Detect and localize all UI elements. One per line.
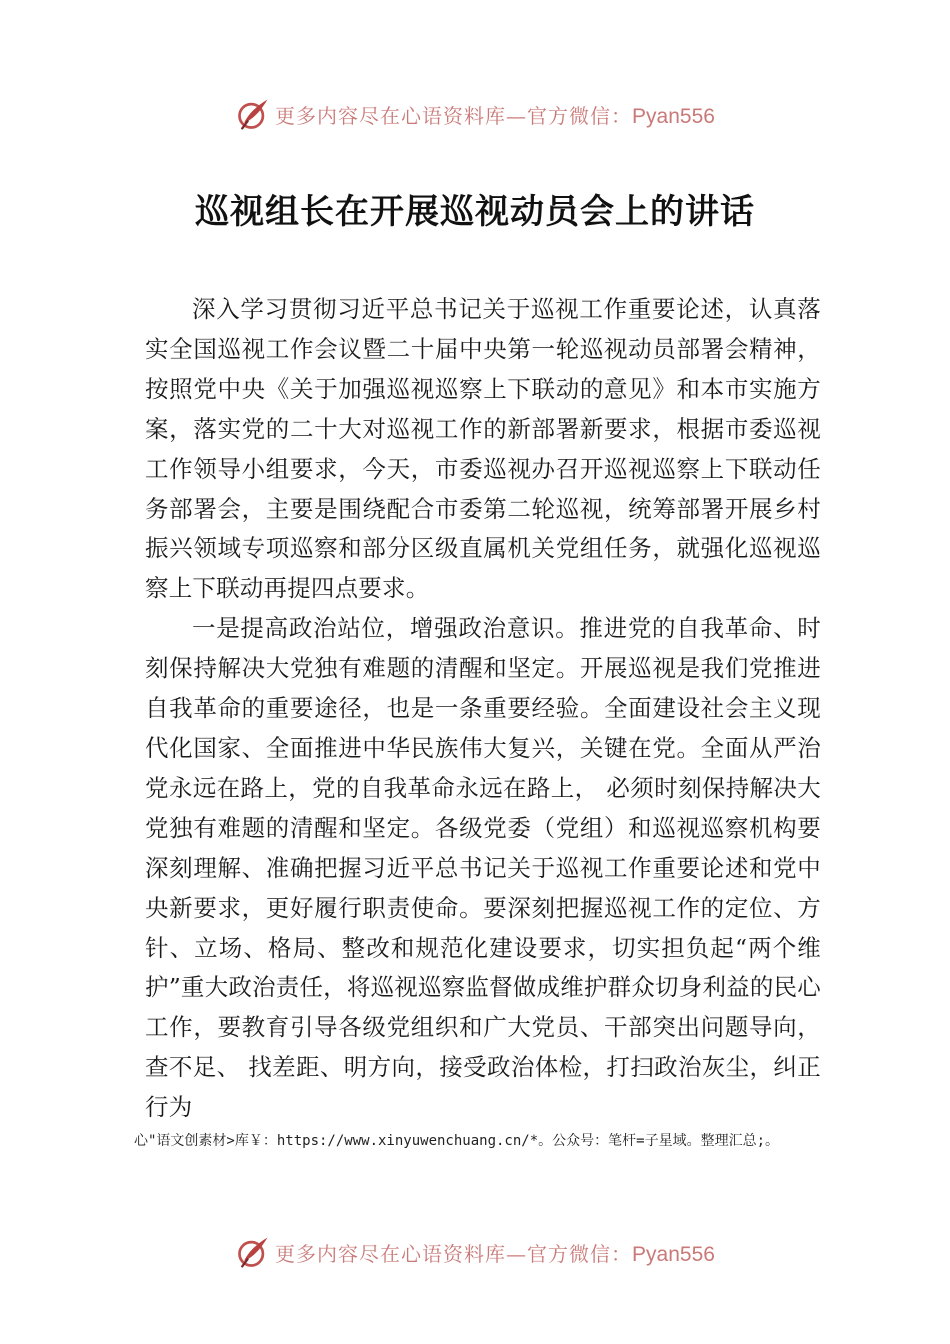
banner-text: 更多内容尽在心语资料库—官方微信：Pyan556 [275,1241,715,1266]
document-body [145,290,821,1128]
header-banner [0,94,950,134]
footnote: 心"语文创素材>库￥：https://www.xinyuwenchuang.cn/*。公众号：笔杆=子星域。整理汇总;。 [134,1133,780,1149]
wechat-id: Pyan556 [632,1242,715,1266]
feather-quill-logo-icon [235,96,271,132]
paragraph-2: 一是提高政治站位，增强政治意识。推进党的自我革命、时刻保持解决大党独有难题的清醒和坚定。开展巡视是我们党推进自我革命的重要途径，也是一条重要经验。全面建设社会主义现代化国家、全面推进中华民族伟大复兴，关键在党。全面从严治党永远在路上，党的自我革命永远在路上， 必须时刻保持解决大党独有难题的清醒和坚定。各级党委（党组）和巡视巡察机构要深刻理解、准确把握习近平总书记关于巡视工作重要论述和党中央新要求，更好履行职责使命。要深刻把握巡视工作的定位、方针、立场、格局、整改和规范化建设要求，切实担负起“两个维护”重大政治责任，将巡视巡察监督做成维护群众切身利益的民心工作，要教育引导各级党组织和广大党员、干部突出问题导向，查不足、 找差距、明方向，接受政治体检，打扫政治灰尘，纠正行为 [145,614,821,1122]
wechat-id: Pyan556 [632,104,715,128]
feather-quill-logo-icon [235,1234,271,1270]
banner-text: 更多内容尽在心语资料库—官方微信：Pyan556 [275,103,715,128]
document-title: 巡视组长在开展巡视动员会上的讲话 [195,192,755,232]
paragraph-1: 深入学习贯彻习近平总书记关于巡视工作重要论述，认真落实全国巡视工作会议暨二十届中央第一轮巡视动员部署会精神，按照党中央《关于加强巡视巡察上下联动的意见》和本市实施方案，落实党的二十大对巡视工作的新部署新要求，根据市委巡视工作领导小组要求，今天，市委巡视办召开巡视巡察上下联动任务部署会，主要是围绕配合市委第二轮巡视，统筹部署开展乡村振兴领域专项巡察和部分区级直属机关党组任务，就强化巡视巡察上下联动再提四点要求。 [145,295,821,603]
footer-banner [0,1232,950,1272]
